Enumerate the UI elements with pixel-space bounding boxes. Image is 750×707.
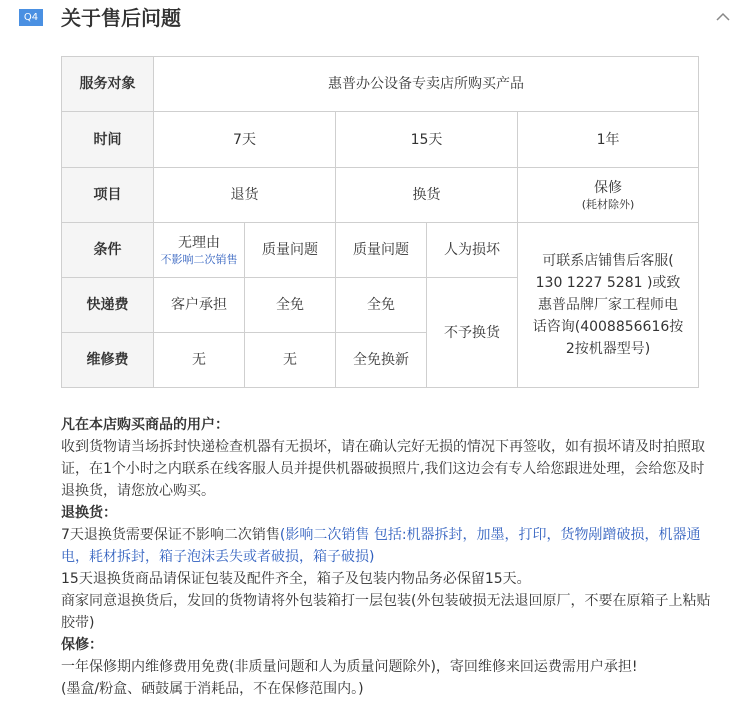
warranty-rule-2: (墨盒/粉盒、硒鼓属于消耗品，不在保修范围内。) — [61, 681, 364, 697]
warranty-label: 保修 — [594, 180, 623, 196]
item-return: 退货 — [154, 168, 336, 223]
return-rule-3: 商家同意退换货后，发回的货物请将外包装箱打一层包装(外包装破损无法退回原厂，不要在原箱子上粘贴胶带) — [61, 593, 711, 631]
service-value: 惠普办公设备专卖店所购买产品 — [154, 57, 699, 112]
repair-none-2: 无 — [245, 333, 336, 388]
return-heading: 退换货： — [61, 505, 117, 521]
warranty-heading: 保修： — [61, 637, 103, 653]
notes-paragraph-1: 收到货物请当场拆封快递检查机器有无损坏，请在确认完好无损的情况下再签收，如有损坏请及时拍照取证，在1个小时之内联系在线客服人员并提供机器破损照片,我们这边会有专人给您跟进处理，会给您及时退换货，请您放心购买。 — [61, 439, 705, 499]
return-rule-1-plain: 7天退换货需要保证不影响二次销售 — [61, 527, 280, 543]
time-15days: 15天 — [336, 112, 518, 168]
cond-no-reason — [154, 223, 245, 278]
cond-human: 人为损坏 — [427, 223, 518, 278]
warranty-note: (耗材除外) — [581, 198, 635, 211]
warranty-rule-1: 一年保修期内维修费用免费(非质量问题和人为质量问题除外)，寄回维修来回运费需用户承担! — [61, 659, 638, 675]
time-7days: 7天 — [154, 112, 336, 168]
question-badge: Q4 — [19, 9, 43, 26]
chevron-up-icon[interactable] — [714, 10, 732, 24]
cond-no-reason-note: 不影响二次销售 — [160, 253, 238, 266]
ship-free-1: 全免 — [245, 278, 336, 333]
cond-quality-1: 质量问题 — [245, 223, 336, 278]
repair-none-1: 无 — [154, 333, 245, 388]
cond-no-reason-text: 无理由 — [178, 235, 220, 251]
time-label: 时间 — [62, 112, 154, 168]
contact-info: 可联系店铺售后客服( 130 1227 5281 )或致惠普品牌厂家工程师电话咨询(4008856616按2按机器型号) — [518, 223, 699, 388]
item-warranty — [518, 168, 699, 223]
ship-customer: 客户承担 — [154, 278, 245, 333]
after-sales-notes — [61, 414, 711, 700]
item-label: 项目 — [62, 168, 154, 223]
after-sales-table — [61, 56, 699, 388]
service-label: 服务对象 — [62, 57, 154, 112]
repair-label: 维修费 — [62, 333, 154, 388]
return-rule-1 — [61, 524, 711, 568]
condition-label: 条件 — [62, 223, 154, 278]
repair-free-new: 全免换新 — [336, 333, 427, 388]
shipping-label: 快递费 — [62, 278, 154, 333]
cond-quality-2: 质量问题 — [336, 223, 427, 278]
time-1year: 1年 — [518, 112, 699, 168]
ship-free-2: 全免 — [336, 278, 427, 333]
section-header — [0, 0, 750, 38]
no-exchange: 不予换货 — [427, 278, 518, 388]
section-title: 关于售后问题 — [61, 6, 181, 30]
return-rule-1-detail: (影响二次销售 包括:机器拆封，加墨，打印，货物剐蹭破损，机器通电，耗材拆封，箱子泡沫丢失或者破损，箱子破损) — [61, 527, 701, 565]
return-rule-2: 15天退换货商品请保证包装及配件齐全，箱子及包装内物品务必保留15天。 — [61, 571, 531, 587]
notes-heading: 凡在本店购买商品的用户： — [61, 417, 229, 433]
item-exchange: 换货 — [336, 168, 518, 223]
